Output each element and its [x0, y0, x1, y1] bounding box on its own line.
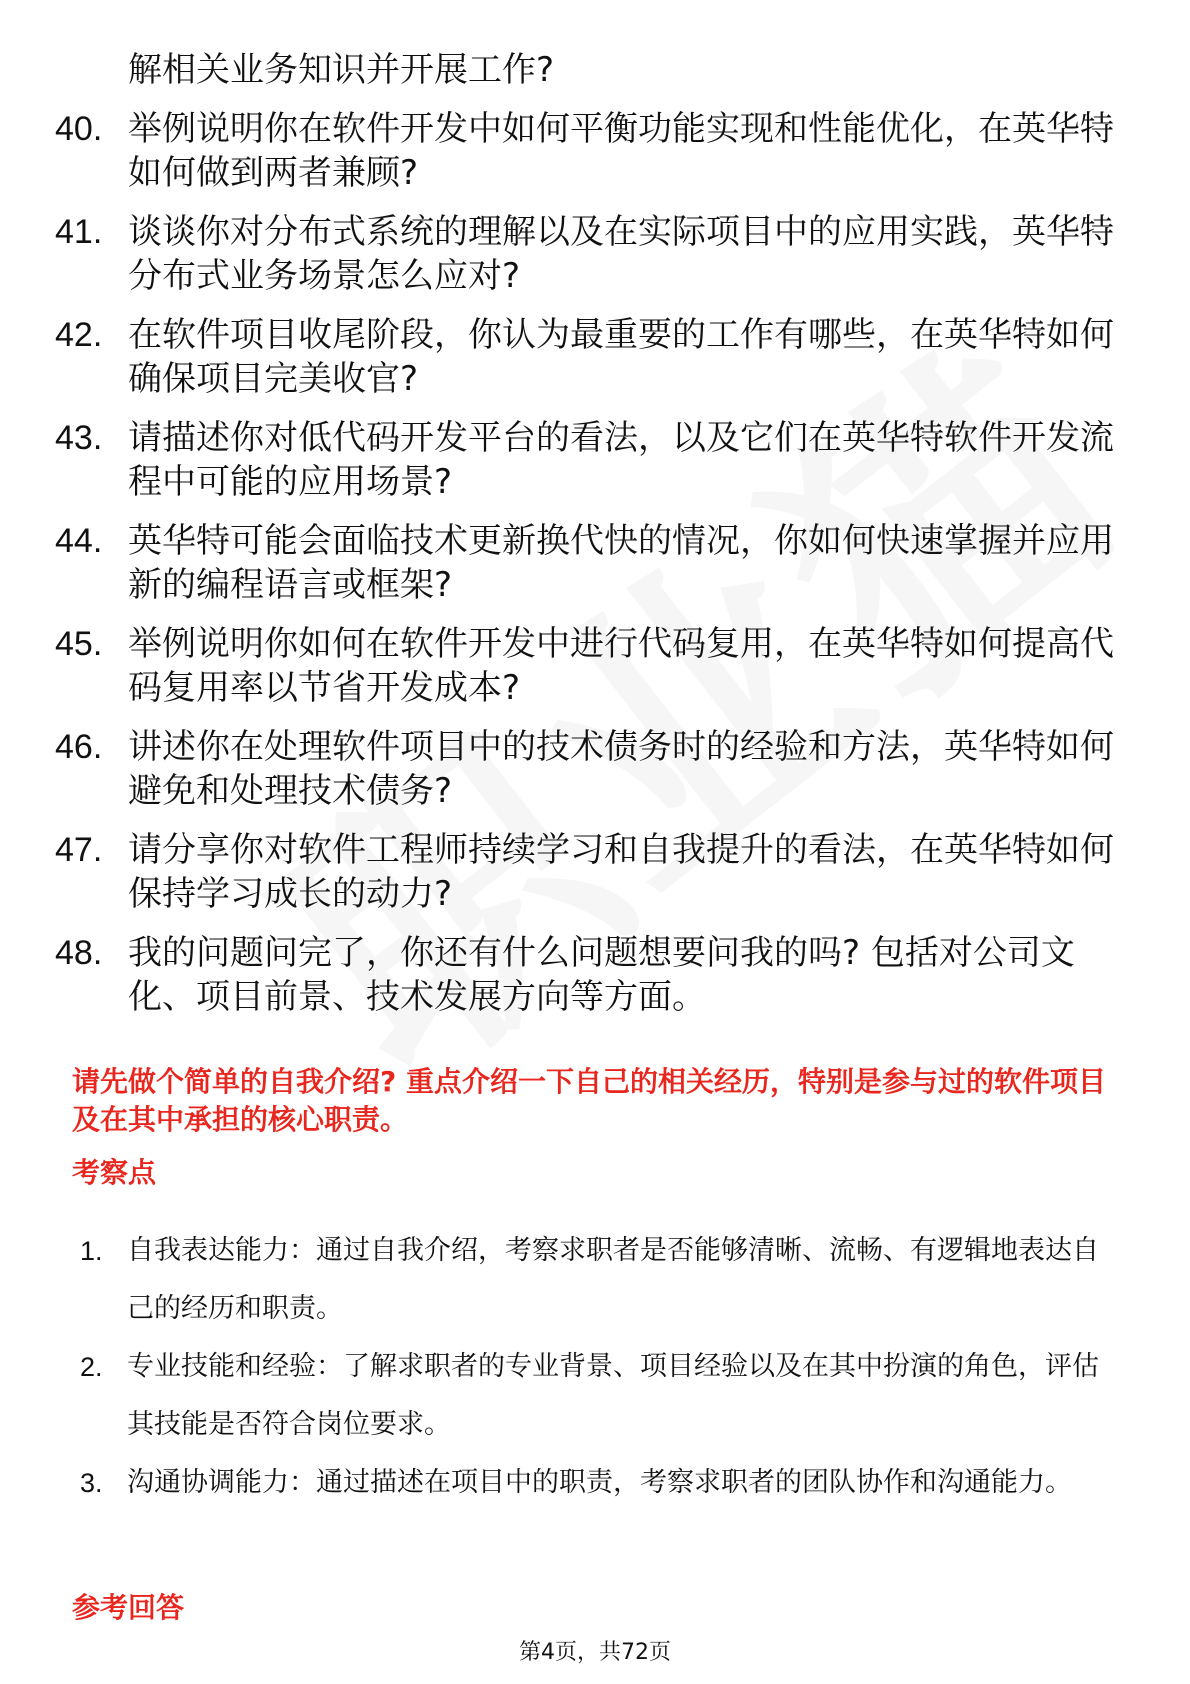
- question-text: 请描述你对低代码开发平台的看法，以及它们在英华特软件开发流程中可能的应用场景?: [128, 418, 1114, 502]
- question-number: 43.: [55, 419, 103, 457]
- question-text: 英华特可能会面临技术更新换代快的情况，你如何快速掌握并应用新的编程语言或框架?: [128, 521, 1114, 605]
- question-item: [55, 313, 1135, 401]
- question-item: [55, 828, 1135, 916]
- question-item: [55, 931, 1135, 1019]
- question-number: 41.: [55, 213, 103, 251]
- assessment-point: [80, 1338, 1120, 1454]
- question-text: 在软件项目收尾阶段，你认为最重要的工作有哪些，在英华特如何确保项目完美收官?: [128, 315, 1114, 399]
- assessment-point: [80, 1222, 1120, 1338]
- question-item: [55, 622, 1135, 710]
- reference-answer-title: 参考回答: [72, 1591, 185, 1624]
- question-continuation: 解相关业务知识并开展工作?: [128, 50, 555, 90]
- question-item: [55, 519, 1135, 607]
- question-text: 讲述你在处理软件项目中的技术债务时的经验和方法，英华特如何避免和处理技术债务?: [128, 727, 1114, 811]
- question-text: 举例说明你如何在软件开发中进行代码复用，在英华特如何提高代码复用率以节省开发成本?: [128, 624, 1114, 708]
- question-item: [55, 725, 1135, 813]
- question-number: 40.: [55, 110, 103, 148]
- question-item: [55, 416, 1135, 504]
- point-text: 专业技能和经验：了解求职者的专业背景、项目经验以及在其中扮演的角色，评估其技能是否符合岗位要求。: [127, 1351, 1099, 1440]
- point-number: 1.: [80, 1236, 103, 1266]
- question-list: [55, 48, 1135, 1034]
- question-number: 44.: [55, 522, 103, 560]
- question-item: [55, 107, 1135, 195]
- question-text: 请分享你对软件工程师持续学习和自我提升的看法，在英华特如何保持学习成长的动力?: [128, 830, 1114, 914]
- question-text: 我的问题问完了，你还有什么问题想要问我的吗? 包括对公司文化、项目前景、技术发展方向等方面。: [128, 933, 1075, 1017]
- point-number: 3.: [80, 1468, 103, 1498]
- assessment-title: 考察点: [72, 1156, 157, 1189]
- highlight-question: 请先做个简单的自我介绍? 重点介绍一下自己的相关经历，特别是参与过的软件项目及在其中承担的核心职责。: [72, 1065, 1106, 1136]
- point-text: 沟通协调能力：通过描述在项目中的职责，考察求职者的团队协作和沟通能力。: [127, 1467, 1072, 1498]
- question-item: [55, 210, 1135, 298]
- question-text: 举例说明你在软件开发中如何平衡功能实现和性能优化，在英华特如何做到两者兼顾?: [128, 109, 1114, 193]
- question-number: 42.: [55, 316, 103, 354]
- point-number: 2.: [80, 1352, 103, 1382]
- question-number: 48.: [55, 934, 103, 972]
- question-number: 46.: [55, 728, 103, 766]
- page-footer: 第4页，共72页: [519, 1640, 671, 1665]
- question-text: 谈谈你对分布式系统的理解以及在实际项目中的应用实践，英华特分布式业务场景怎么应对?: [128, 212, 1114, 296]
- assessment-point: [80, 1454, 1120, 1512]
- assessment-points: [80, 1222, 1120, 1512]
- question-number: 45.: [55, 625, 103, 663]
- point-text: 自我表达能力：通过自我介绍，考察求职者是否能够清晰、流畅、有逻辑地表达自己的经历和职责。: [127, 1235, 1099, 1324]
- question-number: 47.: [55, 831, 103, 869]
